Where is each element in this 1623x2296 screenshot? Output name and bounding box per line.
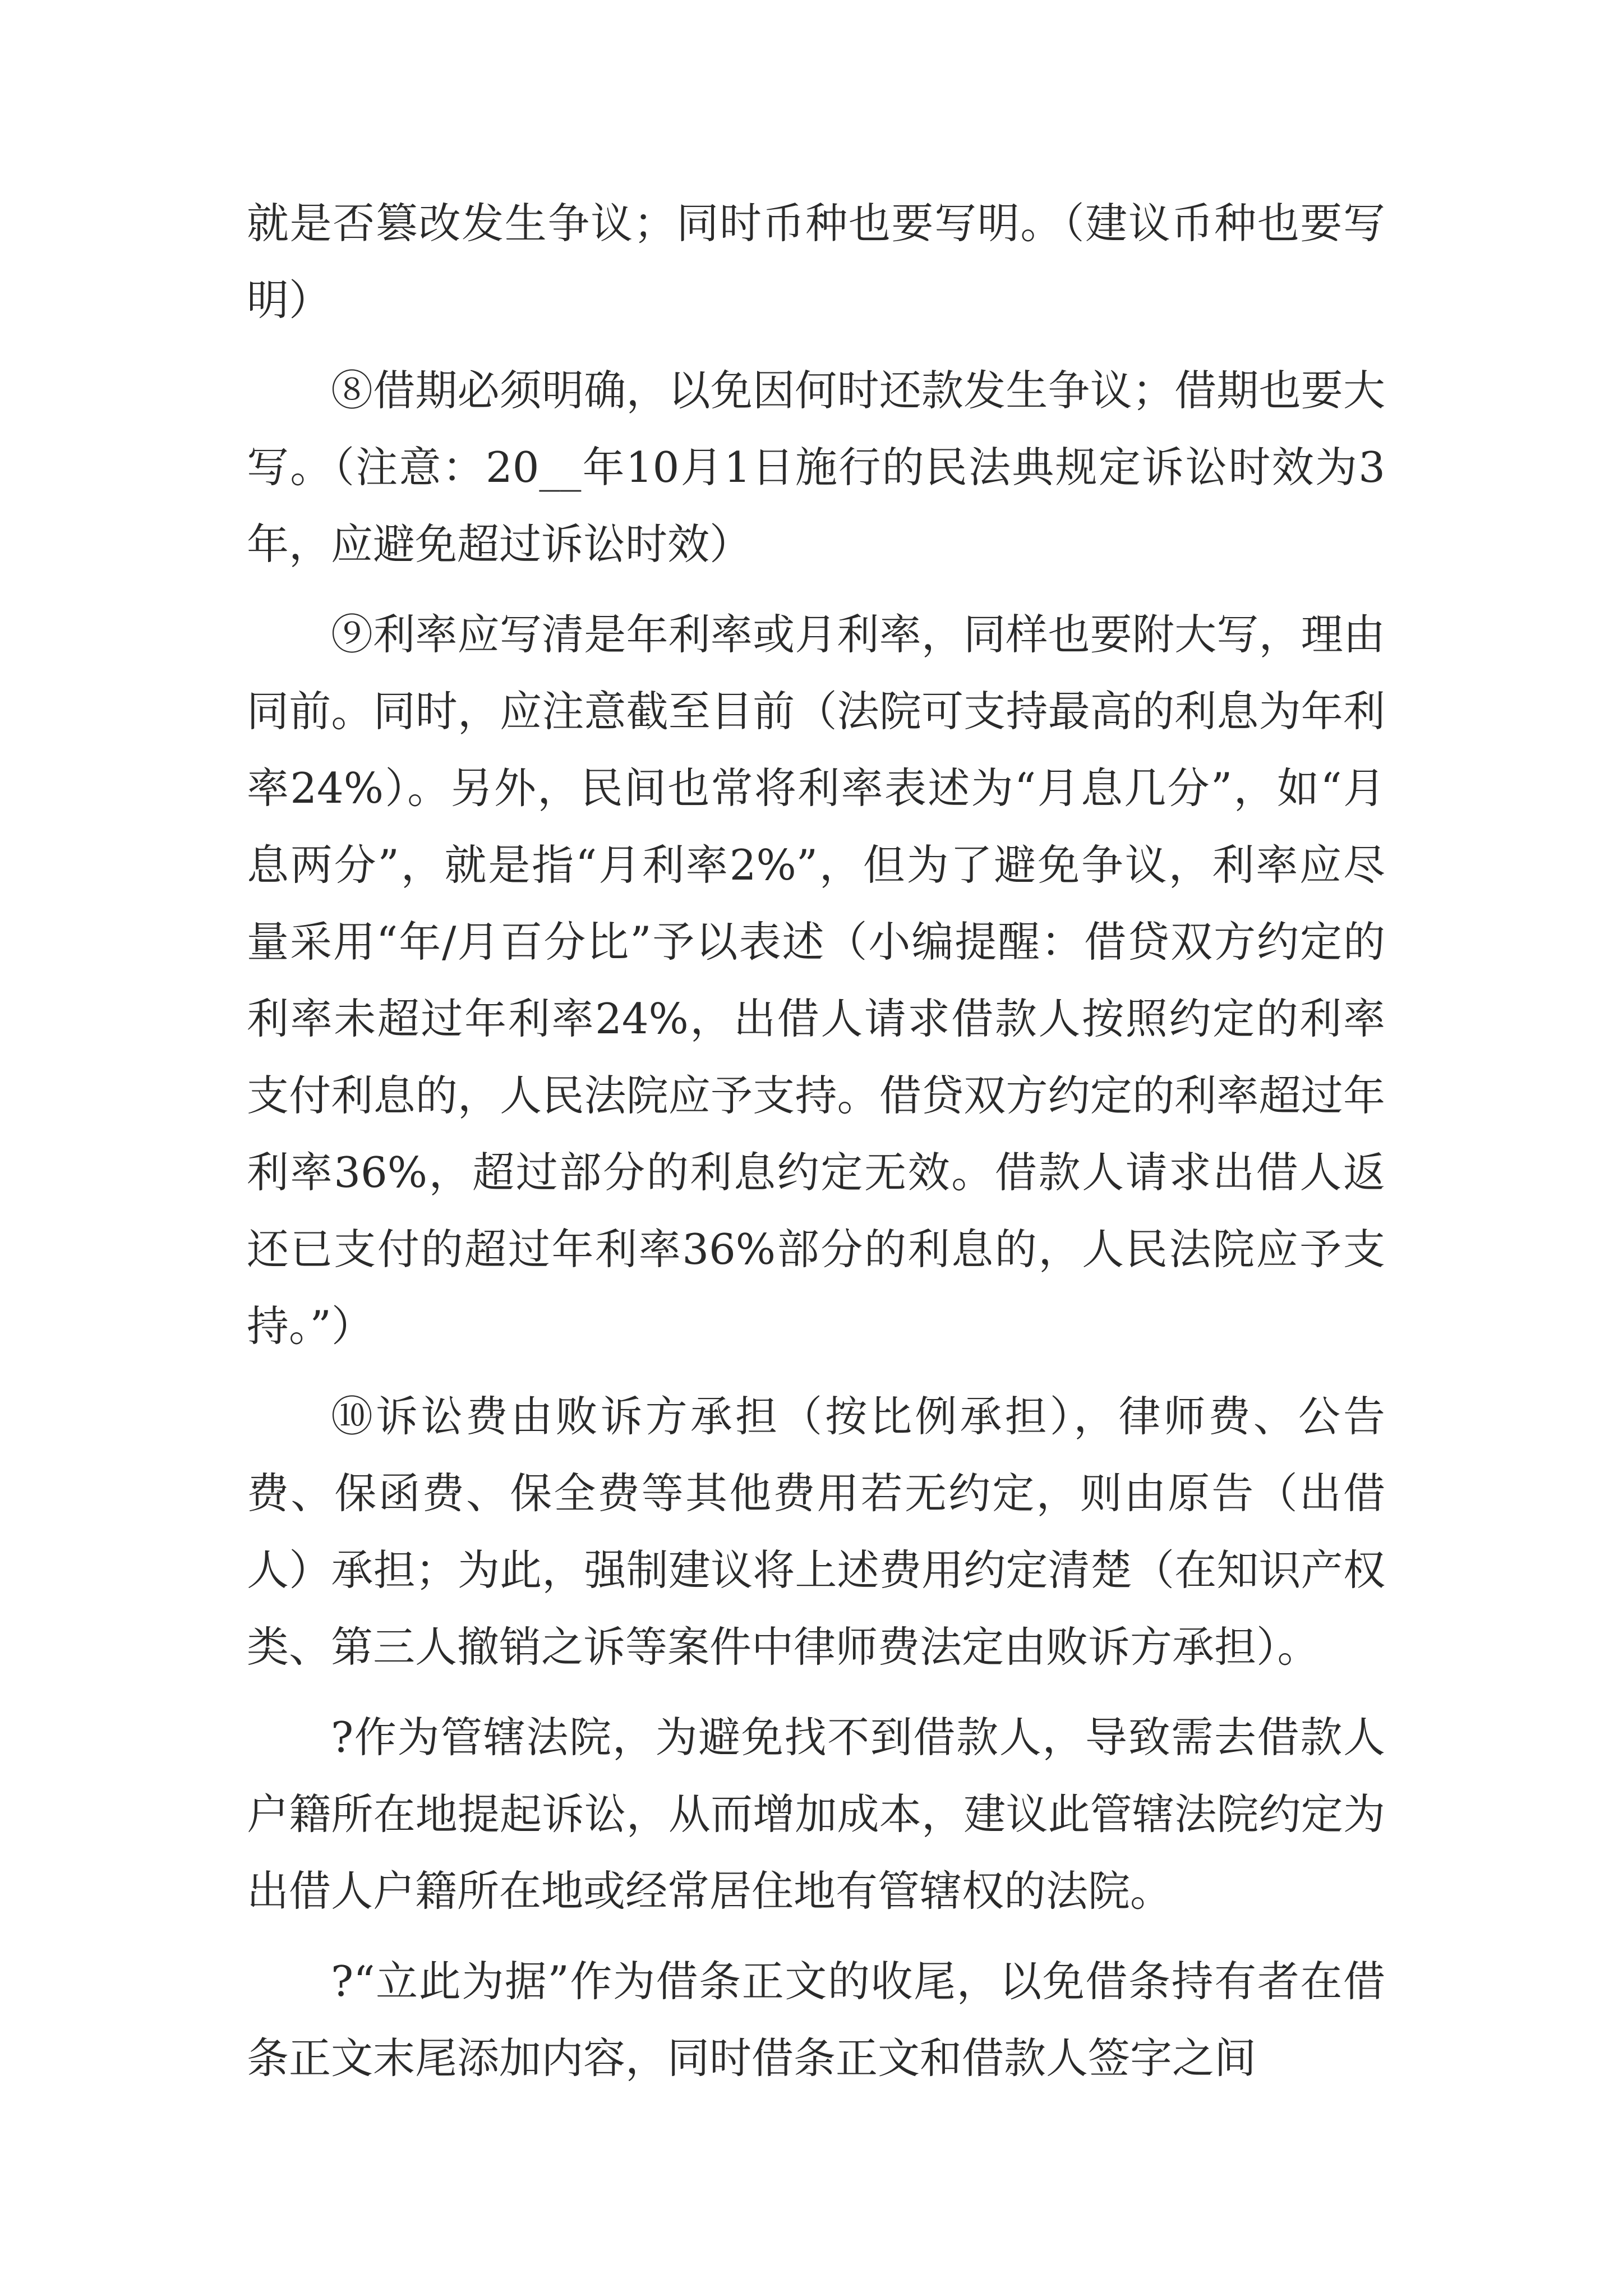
paragraph-jurisdiction: ?作为管辖法院，为避免找不到借款人，导致需去借款人户籍所在地提起诉讼，从而增加成本，建议此管辖法院约定为出借人户籍所在地或经常居住地有管辖权的法院。	[247, 1713, 1385, 1916]
paragraph-interest-rate: ⑨利率应写清是年利率或月利率，同样也要附大写，理由同前。同时，应注意截至目前（法院可支持最高的利息为年利率24%）。另外，民间也常将利率表述为“月息几分”，如“月息两分”，就是指“月利率2%”，但为了避免争议，利率应尽量采用“年/月百分比”予以表述（小编提醒：借贷双方约定的利率未超过年利率24%，出借人请求借款人按照约定的利率支付利息的，人民法院应予支持。借贷双方约定的利率超过年利率36%，超过部分的利息约定无效。借款人请求出借人返还已支付的超过年利率36%部分的利息的，人民法院应予支持。”）	[247, 610, 1385, 1351]
paragraph-litigation-costs: ⑩诉讼费由败诉方承担（按比例承担），律师费、公告费、保函费、保全费等其他费用若无约定，则由原告（出借人）承担；为此，强制建议将上述费用约定清楚（在知识产权类、第三人撤销之诉等案件中律师费法定由败诉方承担）。	[247, 1392, 1385, 1672]
paragraph-currency-continuation: 就是否篡改发生争议；同时币种也要写明。（建议币种也要写明）	[247, 199, 1385, 325]
paragraph-closing-phrase: ?“立此为据”作为借条正文的收尾，以免借条持有者在借条正文末尾添加内容，同时借条正文和借款人签字之间	[247, 1957, 1385, 2083]
document-page	[247, 185, 1385, 2110]
paragraph-loan-term: ⑧借期必须明确，以免因何时还款发生争议；借期也要大写。（注意：20__年10月1日施行的民法典规定诉讼时效为3年，应避免超过诉讼时效）	[247, 366, 1385, 569]
